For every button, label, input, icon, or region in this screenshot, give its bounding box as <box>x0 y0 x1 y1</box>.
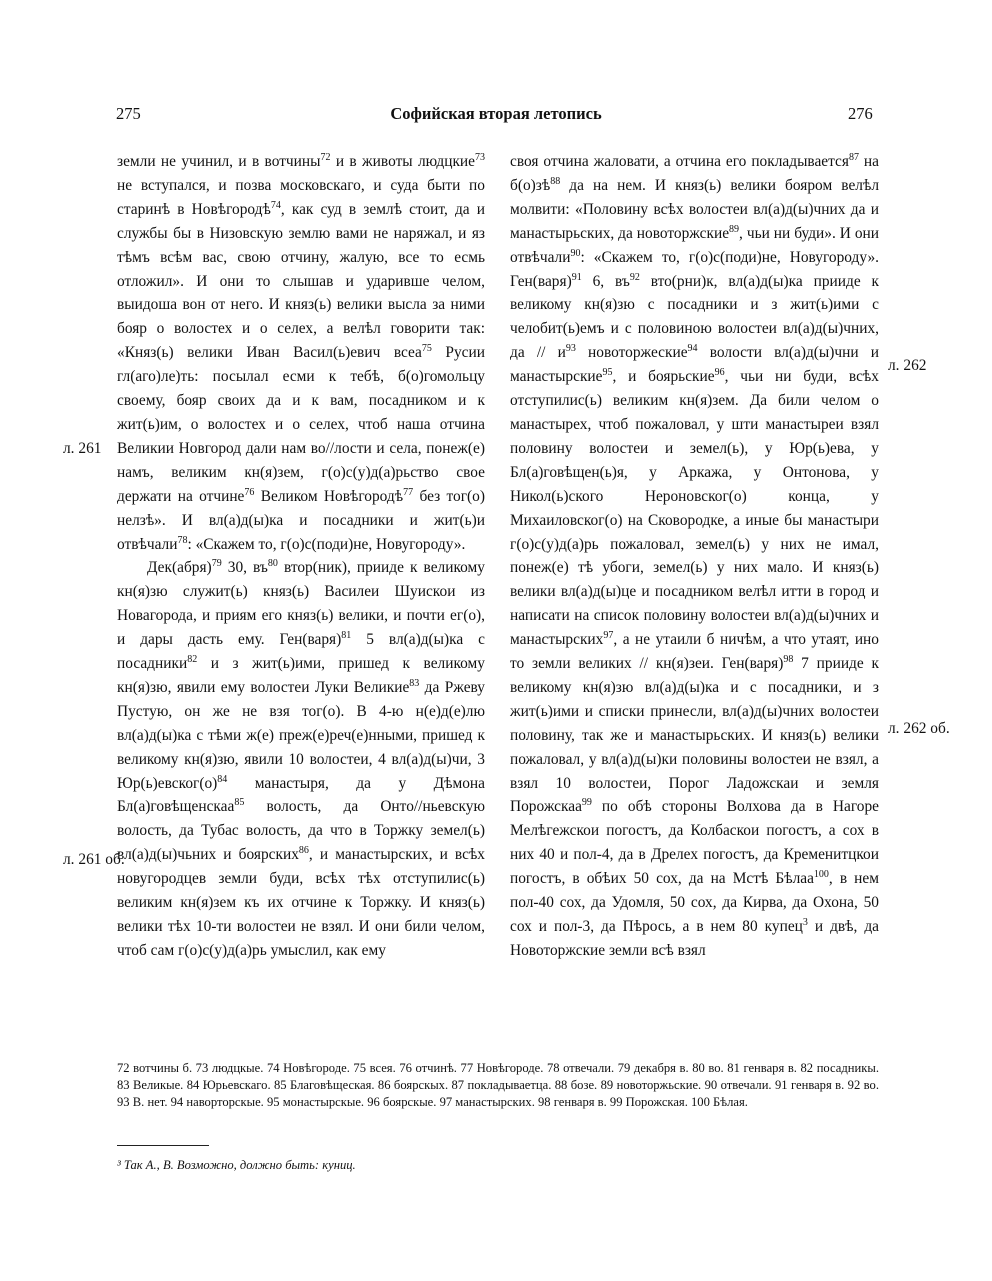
margin-folio-mark: л. 261 об. <box>63 851 125 868</box>
paragraph: Дек(абря)$^{79}$ 30, $въ^{80}$ втор(ник), прииде к великому кн(я)зю служит(ь) княз(ь) Василеи Шуискои из Новагорода, и приям его княз(ь) велики, и почти ег(о), и дары дасть ему. Ген(варя)$^{81}$ 5 вл(а)д(ы)ка с посадники$^{82}$ и з жит(ь)ими, пришед к великому кн(я)зю, явили ему волостеи Луки Великие$^{83}$ да Ржеву Пустую, он же не взя тог(о). В 4-ю н(е)д(е)лю вл(а)д(ы)ка с тѣми ж(е) преж(е)реч(е)нными, пришед к великому кн(я)зю, явили 10 волостеи, 4 вл(а)д(ы)чи, 3 $Юр(ь)евског(о)^{84}$ манастыря, да у Дѣмона Бл(а)говѣщенскаа$^{85}$ волость, да Онто//ньевскую волость, да Тубас волость, да что в Торжку земел(ь) вл(а)д(ы)чьних и боярских$^{86}$, и манастырских, и всѣх новугородцев земли буди, всѣх тѣх отступилис(ь) великим кн(я)зем къ их отчине к Торжку. И княз(ь) велики тѣх 10-ти волостеи не взял. И они били челом, чтоб сам г(о)с(у)д(а)рь умыслил, как ему <box>117 558 485 959</box>
text-column-right <box>510 150 879 963</box>
text-column-left <box>117 150 485 963</box>
variant-footnotes: 72 вотчины б. 73 людцкые. 74 Новѣгороде. 75 всея. 76 отчинѣ. 77 Новѣгороде. 78 отвечали. 79 декабря в. 80 во. 81 генваря в. 82 посадникы. 83 Великые. 84 Юрьевскаго. 85 Благовѣщеская. 86 боярскых. 87 покладываетца. 88 бозе. 89 новоторжьские. 90 отвечали. 91 генваря в. 92 во. 93 В. нет. 94 наворторскые. 95 монастырскые. 96 боярскые. 97 манастырских. 98 генваря в. 99 Порожская. 100 Бѣлая. <box>117 1061 879 1109</box>
paragraph: своя отчина жаловати, а отчина его покладывается$^{87}$ на $б(о)зѣ^{88}$ да на нем. И княз(ь) велики бояром велѣл молвити: «Половину всѣх волостеи вл(а)д(ы)чних да и манастырьских, да новоторжские$^{89}$, чьи ни буди». И они отвѣчали$^{90}$: «Скажем то, г(о)с(поди)не, Новугороду». Ген(варя)$^{91}$ 6, $въ^{92}$ вто(рни)к, вл(а)д(ы)ка прииде к великому кн(я)зю с посадники и з жит(ь)ими с челобит(ь)емъ и с половиною волостеи вл(а)д(ы)чних, да // $и^{93}$ новоторжеские$^{94}$ волости вл(а)д(ы)чни и манастырские$^{95}$, и боярьские$^{96}$, чьи ни буди, всѣх отступилис(ь) великим кн(я)зем. Да били челом о манастырех, чтоб пожаловал, у шти манастыреи взял половину волостеи и земел(ь), у Юр(ь)ева, у Бл(а)говѣщен(ь)я, у Аркажа, у Онтонова, у Никол(ь)ского Нероновског(о) конца, у Михаиловског(о) на Сковородке, а иные бы манастыри г(о)с(у)д(а)рь пожаловал, земел(ь) у них не имал, понеж(е) тѣ убоги, земел(ь) у них мало. И княз(ь) велики вл(а)д(ы)це и посадником велѣл итти в город и написати на список половину волостеи вл(а)д(ы)чних и манастырских$^{97}$, а не утаили б ничѣм, а что утаят, ино то земли великих // кн(я)зеи. Ген(варя)$^{98}$ 7 прииде к великому кн(я)зю вл(а)д(ы)ка и с посадники, и з жит(ь)ими и списки принесли, вл(а)д(ы)чних волостеи половину, так же и манастырьских. И княз(ь) велики пожаловал, у вл(а)д(ы)ки половины волостеи не взял, а взял 10 волостеи, Порог Ладожскаи и земля Порожскаа$^{99}$ по обѣ стороны Волхова да в Нагоре Мелѣгежскои погостъ, да Колбаскои погостъ, а сох в них 40 и пол-4, да в Дрелех погостъ, да Кременитцкои погостъ, в обѣих 50 сох, да на Мстѣ Бѣлаа$^{100}$, в нем пол-40 сох, да Удомля, 50 сох, да Кирва, да Охона, 50 сох и пол-3, да Пѣрось, а в нем 80 купец$^3$ и двѣ, да Новоторжские земли всѣ взял <box>510 151 880 959</box>
page-number-right: 276 <box>848 104 873 123</box>
margin-folio-mark: л. 261 <box>63 440 102 457</box>
running-title: Софийская вторая летопись <box>390 104 602 123</box>
page-number-left: 275 <box>116 104 141 123</box>
footnote-divider <box>117 1145 209 1146</box>
editorial-footnote: ³ Так А., В. Возможно, должно быть: куниц. <box>117 1158 356 1172</box>
margin-folio-mark: л. 262 <box>888 357 927 374</box>
paragraph: земли не учинил, и в вотчины$^{72}$ и в животы людцкие$^{73}$ не вступался, и позва московскаго, и суда быти по старинѣ в Новѣгородѣ$^{74}$, как суд в землѣ стоит, да и службы бы в Низовскую землю вами не наряжал, и яз тѣмъ всѣм вас, свою отчину, жалую, все то есмь отложил». И они то слышав и ударивше челом, выидоша вон от него. И княз(ь) велики высла за ними бояр о волостех и о селех, а велѣл говорити так: «Княз(ь) велики Иван Васил(ь)евич всеа$^{75}$ Русии гл(аго)ле)ть: посылал есми к тебѣ, б(о)гомольцу своему, бояр своих да и к вам, посадником и к жит(ь)им, о волостех и о селех, чтоб наша отчина Великии Новгород дали нам во//лости и села, понеж(е) намъ, великим кн(я)зем, г(о)с(у)д(а)рьство свое держати на отчине$^{76}$ Великом Новѣгородѣ$^{77}$ без тог(о) нелзѣ». И вл(а)д(ы)ка и посадники и жит(ь)и отвѣчали$^{78}$: «Скажем то, г(о)с(поди)не, Новугороду». <box>117 151 485 553</box>
margin-folio-mark: л. 262 об. <box>888 720 950 737</box>
